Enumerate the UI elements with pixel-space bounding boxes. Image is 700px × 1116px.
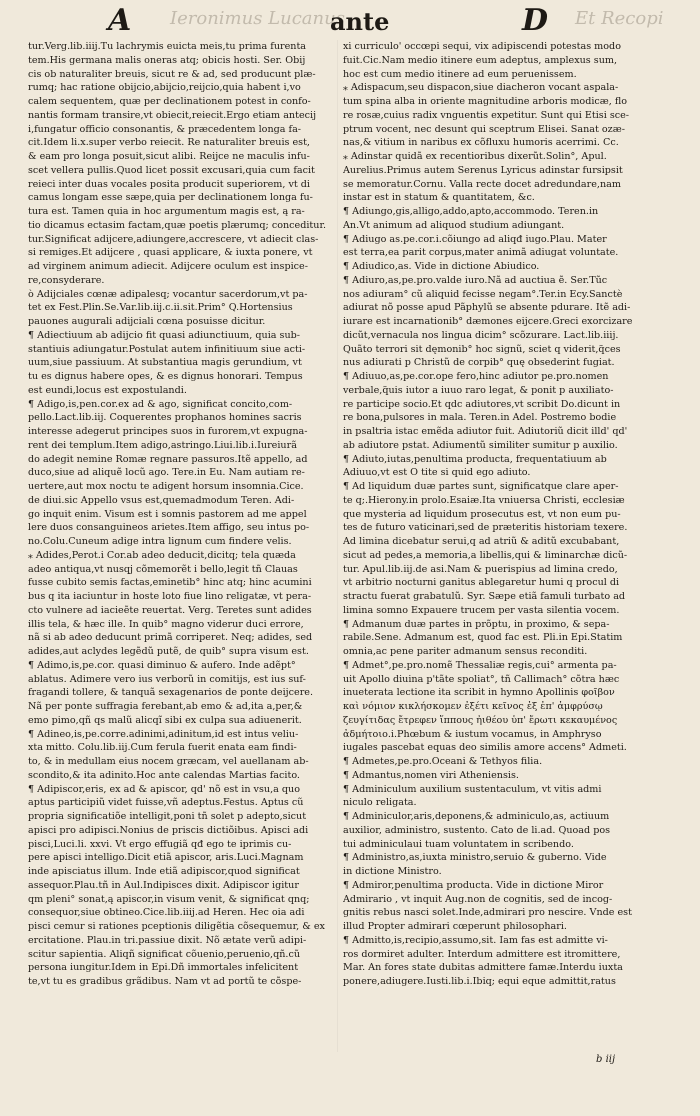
text-line: ¶ Adiugo as.pe.cor.i.cõiungo ad aliqđ iugo.Plau. Mater (343, 233, 607, 245)
text-line: fusse cubito semis factas,eminetib° hinc atq; hinc acumini (28, 577, 312, 589)
text-line: pisci cemur si rationes pceptionis diligẽtia cõsequemur, & ex (28, 921, 325, 932)
bleed-through-text-right: Et Recopi (575, 8, 664, 29)
text-line: tet ex Fest.Plin.Se.Var.lib.iij.c.ii.sit.Prim° Q.Hortensius (28, 302, 293, 314)
text-line: in dictione Ministro. (343, 866, 442, 877)
header-right-letter: D (522, 3, 549, 38)
text-line: ¶ Adiuto,iutas,penultima producta, frequentatiuum ab (343, 453, 607, 465)
text-line: tura est. Tamen quia in hoc argumentum magis est, ą ra- (28, 206, 305, 217)
text-line: persona iungitur.Idem in Epi.Dñ immortales infelicitent (28, 962, 299, 974)
text-line: tur.Verg.lib.iiij.Tu lachrymis euicta meis,tu prima furenta (28, 41, 307, 52)
text-line: ¶ Adminiculor,aris,deponens,& adminiculo,as, actiuum (343, 811, 610, 822)
text-line: uit Apollo diuina p'tãte spoliat°, tñ Callimach° cõtra hæc (343, 673, 620, 685)
text-line: cto vulnere ad iacieẽte reuertat. Verg. Teretes sunt adides (28, 604, 312, 616)
text-line: camus longam esse sæpe,quia per declinationem longa fu- (28, 192, 313, 204)
left-column (28, 40, 336, 989)
text-line: rabile.Sene. Admanum est, quod fac est. Pli.in Epi.Statim (343, 632, 623, 644)
text-line: Adiuuo,vt est O tite si quid ego adiuto. (343, 467, 531, 479)
text-line: do adegit nemine Romæ regnare passuros.Itẽ appello, ad (28, 453, 308, 465)
text-line: ¶ Admetes,pe.pro.Oceani & Tethyos filia. (343, 756, 543, 767)
column-gutter (337, 40, 338, 1052)
text-line: ab adiutore pstat. Adiumentũ similiter sumitur p auxilio. (343, 439, 618, 451)
text-line: hoc est cum medio itinere ad eum peruenissem. (343, 68, 577, 80)
text-line: ptrum vocent, nec desunt qui sceptrum Elisei. Sanat ozæ- (343, 123, 625, 135)
text-line: pello.Lact.lib.iij. Coquerentes prophanos homines sacris (28, 412, 302, 424)
text-line: cit.Idem li.x.super verbo reiecit. Re naturaliter breuis est, (28, 137, 310, 149)
text-line: inueterata lectione ita scribit in hymno Apollinis φοῖβον (343, 687, 615, 699)
text-line: limina somno Expauere trucem per vasta silentia vocem. (343, 604, 620, 616)
text-line: ⁎ Adinstar quidã ex recentioribus dixerũt.Solin°, Apul. (343, 151, 607, 162)
text-line: duco,siue ad aliquẽ locũ ago. Tere.in Eu. Nam autiam re- (28, 467, 305, 479)
text-line: auxilior, administro, sustento. Cato de li.ad. Quoad pos (343, 824, 611, 836)
text-line: go inquit enim. Visum est i somnis pastorem ad me appel (28, 508, 307, 520)
text-line: ¶ Adineo,is,pe.corre.adinimi,adinitum,id est intus veliu- (28, 728, 299, 740)
text-line: ¶ Adipiscor,eris, ex ad & apiscor, qd' nõ est in vsu,a quo (28, 783, 300, 795)
text-line: ¶ Adminiculum auxilium sustentaculum, vt vitis admi (343, 783, 602, 795)
text-line: assequor.Plau.tñ in Aul.Indipisces dixit. Adipiscor igitur (28, 879, 299, 891)
text-line: gnitis rebus nasci solet.Inde,admirari pro nescire. Vnde est (343, 907, 632, 919)
text-line: illud Propter admirari cœperunt philosophari. (343, 921, 567, 932)
text-line: cis ob naturaliter breuis, sicut re & ad, sed producunt plæ- (28, 68, 316, 80)
text-line: xi curriculo' occœpi sequi, vix adipiscendi potestas modo (343, 41, 621, 52)
text-line: ¶ Admanum duæ partes in prõptu, in proximo, & sepa- (343, 618, 610, 630)
text-line: iurare est incarnationib° dæmones eijcere.Greci exorcizare (343, 316, 633, 327)
text-line: ponere,adiugere.Iusti.lib.i.Ibiq; equi eque admittit,ratus (343, 976, 616, 987)
text-line: ¶ Admantus,nomen viri Atheniensis. (343, 769, 519, 781)
text-line: niculo religata. (343, 797, 417, 809)
text-line: re rosæ,cuius radix vnguentis expetitur. Sunt qui Etisi sce- (343, 109, 630, 121)
text-line: tu es dignus habere opes, & es dignus honorari. Tempus (28, 371, 303, 382)
text-line: adiurat nõ posse apud Pãphylũ se absente pdurare. Itẽ adi- (343, 302, 631, 314)
text-line: fuit.Cic.Nam medio itinere eum adeptus, amplexus sum, (343, 54, 618, 66)
running-header (0, 0, 700, 40)
text-line: vt arbitrio nocturni ganitus ablegaretur humi q procul di (343, 577, 620, 589)
text-line: ⁎ Adides,Perot.i Cor.ab adeo deducit,dicitq; tela quæda (28, 549, 296, 561)
text-line: re participe socio.Et qdc adiutores,vt scribit Do.dicunt in (343, 398, 621, 410)
text-line: te,vt tu es gradibus grãdibus. Nam vt ad portũ te cõspe- (28, 976, 302, 987)
text-line: to, & in medullam eius nocem græcam, vel auellanam ab- (28, 756, 309, 767)
text-line: emo pimo,qñ qs malũ alicqĩ sibi ex culpa sua adiuenerit. (28, 714, 302, 726)
text-line: ercitatione. Plau.in tri.passiue dixit. Nõ ætate verũ adipi- (28, 934, 307, 946)
text-line: stractu fuerat grabatulũ. Syr. Sæpe etiã famuli turbato ad (343, 591, 626, 602)
text-line: pauones augurali adijciali cœna posuisse dicitur. (28, 316, 266, 327)
text-line: ablatus. Adimere vero ius verborũ in comitijs, est ius suf- (28, 673, 306, 685)
text-line: ¶ Adiectiuum ab adijcio fit quasi adiunctiuum, quia sub- (28, 329, 301, 341)
text-line: ¶ Admitto,is,recipio,assumo,sit. Iam fas est admitte vi- (343, 934, 608, 946)
text-line: instar est in statum & quantitatem, &c. (343, 192, 535, 204)
text-line: tes de futuro vaticinari,sed de præteritis historiam texere. (343, 522, 628, 534)
text-line: Nã per ponte suffragia ferebant,ab emo & ad,ita a,per,& (28, 701, 303, 712)
text-line: Quãto terrori sit dęmonib° hoc signũ, sciet q viderit,q̃ces (343, 343, 621, 355)
text-line: scondito,& ita adinito.Hoc ante calendas Martias facito. (28, 769, 300, 781)
text-line: tur.Significat adijcere,adiungere,accrescere, vt adiecit clas- (28, 233, 319, 245)
text-line: Ad limina dicebatur serui,q ad atriũ & aditũ excubabant, (343, 536, 620, 547)
text-line: uertere,aut mox noctu te adigent horsum insomnia.Cice. (28, 481, 304, 492)
text-line: ¶ Adiuuo,as,pe.cor.ope fero,hinc adiutor pe.pro.nomen (343, 371, 609, 382)
header-title: ante (330, 7, 390, 36)
right-column (343, 40, 669, 989)
text-line: qm pleni° sonat,ą apiscor,in visum venit, & significat qnq; (28, 893, 310, 905)
text-line: reieci inter duas vocales posita producit superiorem, vt di (28, 178, 310, 190)
text-line: si remiges.Et adijcere , quasi applicare, & iuxta ponere, vt (28, 247, 313, 259)
text-line: nos adiuram° cũ aliquid fecisse negam°.Ter.in Ecy.Sanctè (343, 288, 623, 300)
text-line: ò Adijciales cœnæ adipalesq; vocantur sacerdorum,vt pa- (28, 288, 308, 300)
text-line: apisci pro adipisci.Nonius de priscis dictiõibus. Apisci adi (28, 824, 309, 836)
text-line: rumq; hac ratione obijcio,abijcio,reijcio,quia habent i,vo (28, 82, 301, 94)
text-line: stantiuis adiungatur.Postulat autem infinitiuum siue acti- (28, 343, 306, 355)
text-line: adides,aut aclydes legẽdũ putẽ, de quib° supra visum est. (28, 646, 309, 657)
text-line: An.Vt animum ad aliquod studium adiungant. (343, 219, 565, 231)
text-line: ad virginem animum adiecit. Adijcere oculum est inspice- (28, 261, 308, 272)
text-line: de diui.sic Appello vsus est,quemadmodum Teren. Adi- (28, 494, 295, 506)
text-line: no.Colu.Cuneum adige intra lignum cum findere velis. (28, 536, 292, 547)
text-line: ¶ Admiror,penultima producta. Vide in dictione Miror (343, 879, 604, 891)
text-line: interesse adegerut principes suos in furorem,vt expugna- (28, 426, 308, 437)
text-line: ⁎ Adispacum,seu dispacon,siue diacheron vocant aspala- (343, 82, 619, 94)
text-line: fragandi tollere, & tanquã sexagenarios de ponte deijcere. (28, 687, 314, 699)
text-line: que mysteria ad liquidum prosecutus est, vt non eum pu- (343, 508, 621, 520)
text-line: Aurelius.Primus autem Serenus Lyricus adinstar fursipsit (343, 164, 623, 176)
text-line: propria significatiõe intelligit,poni tñ solet p adepto,sicut (28, 811, 307, 822)
text-line: consequor,siue obtineo.Cice.lib.iiij.ad Heren. Hec oia adi (28, 907, 305, 919)
text-line: ¶ Ad liquidum duæ partes sunt, significatque clare aper- (343, 481, 619, 492)
text-line: tui adminiculaui tuam voluntatem in scribendo. (343, 838, 574, 850)
text-line: adeo antiqua,vt nusqj cõmemorẽt i bello,legit tñ Clauas (28, 563, 298, 575)
text-line: nantis formam transire,vt obiecit,reiecit.Ergo etiam antecij (28, 109, 317, 121)
text-line: ¶ Adimo,is,pe.cor. quasi diminuo & aufero. Inde adẽpt° (28, 659, 296, 671)
text-line: καὶ νόμιον κικλήσκομεν ἐξέτι κεῖνος ἐξ ἐπ' ἀμφρύσῳ (343, 701, 603, 712)
text-line: ζευγίτιδας ἔτρεφεν ἵππους ἠιθέου ὑπ' ἔρωτι κεκαυμένος (343, 714, 618, 726)
text-line: pisci,Luci.li. xxvi. Vt ergo effugiã qđ ego te iprimis cu- (28, 838, 292, 850)
text-line: ¶ Adigo,is,pen.cor.ex ad & ago, significat concito,com- (28, 398, 293, 410)
text-line: nas,& vitium in naribus ex cõfluxu humoris acerrimi. Cc. (343, 137, 619, 149)
text-line: calem sequentem, quæ per declinationem potest in confo- (28, 96, 311, 107)
text-line: nus adiurati p Christũ de corpib° quę obsederint fugiat. (343, 357, 615, 369)
text-line: Mar. An fores state dubitas admittere famæ.Interdu iuxta (343, 962, 623, 974)
text-line: tem.His germana malis oneras atq; obicis hosti. Ser. Obij (28, 54, 306, 66)
text-line: ¶ Adiuro,as,pe.pro.valde iuro.Nã ad auctiua ẽ. Ser.Tũc (343, 274, 608, 286)
text-line: i,fungatur officio consonantis, & præcedentem longa fa- (28, 123, 302, 135)
text-line: illis tela, & hæc ille. In quib° magno viderur duci errore, (28, 618, 304, 630)
text-line: se memoratur.Cornu. Valla recte docet adredundare,nam (343, 178, 621, 190)
text-line: nã si ab adeo deducunt primã corriperet. Neq; adides, sed (28, 632, 313, 644)
text-line: in psaltria istac emẽda adiutor fuit. Adiutoriũ dicit illd' qd' (343, 426, 628, 437)
text-line: ¶ Adiungo,gis,alligo,addo,apto,accommodo. Teren.in (343, 206, 599, 217)
text-line: rent dei templum.Item adigo,astringo.Liui.lib.i.Iureiurã (28, 439, 297, 451)
text-line: re bona,pulsores in mala. Teren.in Adel. Postremo bodie (343, 412, 617, 424)
text-line: aptus participiũ videt fuisse,vñ adeptus.Festus. Aptus cũ (28, 797, 304, 809)
text-line: est eundi,locus est expostulandi. (28, 384, 187, 396)
text-line: tur. Apul.lib.iij.de asi.Nam & puerispius ad limina credo, (343, 563, 618, 575)
text-line: iugales pascebat equas deo similis amore accens° Admeti. (343, 742, 627, 754)
text-line: Admirario , vt inquit Aug.non de cognitis, sed de incog- (343, 893, 613, 905)
bleed-through-text-left: Ieronimus Lucanus (170, 8, 345, 29)
text-line: re,consyderare. (28, 274, 105, 286)
text-line: omnia,ac pene pariter admanum sensus reconditi. (343, 646, 588, 657)
text-line: scitur sapientia. Aliqñ significat cõuenio,peruenio,qñ.cũ (28, 948, 301, 960)
header-left-letter: A (108, 3, 132, 38)
text-line: ros dormiret adulter. Interdum admittere est itromittere, (343, 948, 621, 960)
text-line: tio dicamus ectasim factam,quæ poetis plærumq; conceditur. (28, 219, 327, 231)
text-line: bus q ita iaciuntur in hoste loto fiue lino religatæ, vt pera- (28, 591, 312, 602)
text-line: tum spina alba in oriente magnitudine arboris modicæ, flo (343, 96, 628, 107)
text-line: lere duos consanguineos arietes.Item affigo, seu intus po- (28, 522, 310, 534)
text-line: te q;.Hierony.in prolo.Esaiæ.Ita vniuersa Christi, ecclesiæ (343, 494, 625, 506)
text-line: dicũt,vernacula nos lingua dicim° scõzurare. Lact.lib.iiij. (343, 329, 619, 341)
text-line: ἀδμήτοιο.i.Phœbum & iustum vocamus, in Amphryso (343, 728, 602, 740)
text-line: xta mitto. Colu.lib.iij.Cum ferula fuerit enata eam findi- (28, 742, 297, 754)
text-line: & eam pro longa posuit,sicut alibi. Reijce ne maculis infu- (28, 151, 310, 162)
text-line: ¶ Admet°,pe.pro.nomẽ Thessaliæ regis,cui° armenta pa- (343, 659, 617, 671)
text-line: inde apisciatus illum. Inde etiã adipiscor,quod significat (28, 866, 300, 877)
text-line: sicut ad pedes,a memoria,a libellis,qui & liminarchæ dicũ- (343, 549, 628, 561)
text-line: pere apisci intelligo.Dicit etiã apiscor, aris.Luci.Magnam (28, 852, 304, 864)
text-line: est terra,ea parit corpus,mater animã adiugat voluntate. (343, 247, 619, 259)
text-line: ¶ Adiudico,as. Vide in dictione Abiudico. (343, 261, 540, 272)
signature-mark: b iij (596, 1054, 616, 1065)
text-line: ¶ Administro,as,iuxta ministro,seruio & guberno. Vide (343, 852, 607, 864)
text-line: uum,siue passiuum. At substantiua magis gerundium, vt (28, 357, 302, 369)
text-line: verbale,q̃uis iutor a iuuo raro legat, & ponit p auxiliato- (343, 384, 614, 396)
text-line: scet vellera pullis.Quod licet possit excusari,quia cum facit (28, 164, 315, 176)
